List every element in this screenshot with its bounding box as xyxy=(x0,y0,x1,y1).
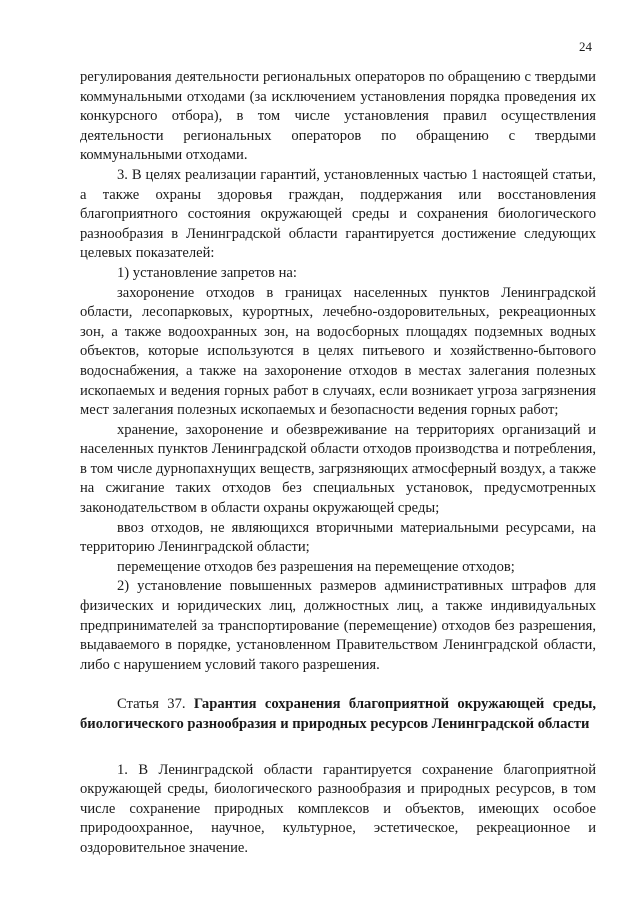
paragraph-article-37-item-1: 1. В Ленинградской области гарантируется сохранение благоприятной окружающей среды, биологического разнообразия и природных ресурсов, в том числе сохранение природных комплексов и объектов, имеющих особое природоохранное, научное, культурное, эстетическое, рекреационное и оздоровительное значение. xyxy=(80,761,596,856)
paragraph-transfer-ban: перемещение отходов без разрешения на перемещение отходов; xyxy=(117,558,515,575)
document-body xyxy=(80,68,596,859)
paragraph-subitem-2: 2) установление повышенных размеров административных штрафов для физических и юридических лиц, должностных лиц, а также индивидуальных предпринимателей за транспортирование (перемещение) отходов без разрешения, выдаваемого в порядке, установленном Правительством Ленинградской области, либо с нарушением условий такого разрешения. xyxy=(80,578,596,673)
paragraph-burial-ban: захоронение отходов в границах населенных пунктов Ленинградской области, лесопарковых, курортных, лечебно-оздоровительных, рекреационных зон, а также водоохранных зон, на водосборных площадях подземных водных объектов, которые используются в целях питьевого и хозяйственно-бытового водоснабжения, а также на захоронение отходов в местах залегания полезных ископаемых и ведения горных работ в случаях, если возникает угроза загрязнения мест залегания полезных ископаемых и безопасности ведения горных работ; xyxy=(80,284,596,419)
page-number: 24 xyxy=(579,39,592,54)
paragraph-import-ban: ввоз отходов, не являющихся вторичными материальными ресурсами, на территорию Ленинградской области; xyxy=(80,519,596,556)
article-title: Гарантия сохранения благоприятной окружающей среды, биологического разнообразия и природных ресурсов Ленинградской области xyxy=(80,696,596,732)
article-label: Статья 37. xyxy=(117,696,194,713)
paragraph-item-3: 3. В целях реализации гарантий, установленных частью 1 настоящей статьи, а также охраны здоровья граждан, поддержания или восстановления благоприятного состояния окружающей среды и сохранения биологического разнообразия в Ленинградской области гарантируется достижение следующих целевых показателей: xyxy=(80,166,596,262)
article-heading xyxy=(80,695,596,734)
paragraph-storage-ban: хранение, захоронение и обезвреживание на территориях организаций и населенных пунктов Ленинградской области отходов производства и потребления, в том числе дурнопахнущих веществ, загрязняющих атмосферный воздух, а также на сжигание таких отходов без специальных установок, предусмотренных законодательством в области охраны окружающей среды; xyxy=(80,421,596,517)
paragraph-continuation: регулирования деятельности региональных операторов по обращению с твердыми коммунальными отходами (за исключением установления порядка проведения их конкурсного отбора), в том числе установления правил осуществления деятельности региональных операторов по обращению с твердыми коммунальными отходами. xyxy=(80,69,596,164)
paragraph-subitem-1: 1) установление запретов на: xyxy=(117,264,297,281)
